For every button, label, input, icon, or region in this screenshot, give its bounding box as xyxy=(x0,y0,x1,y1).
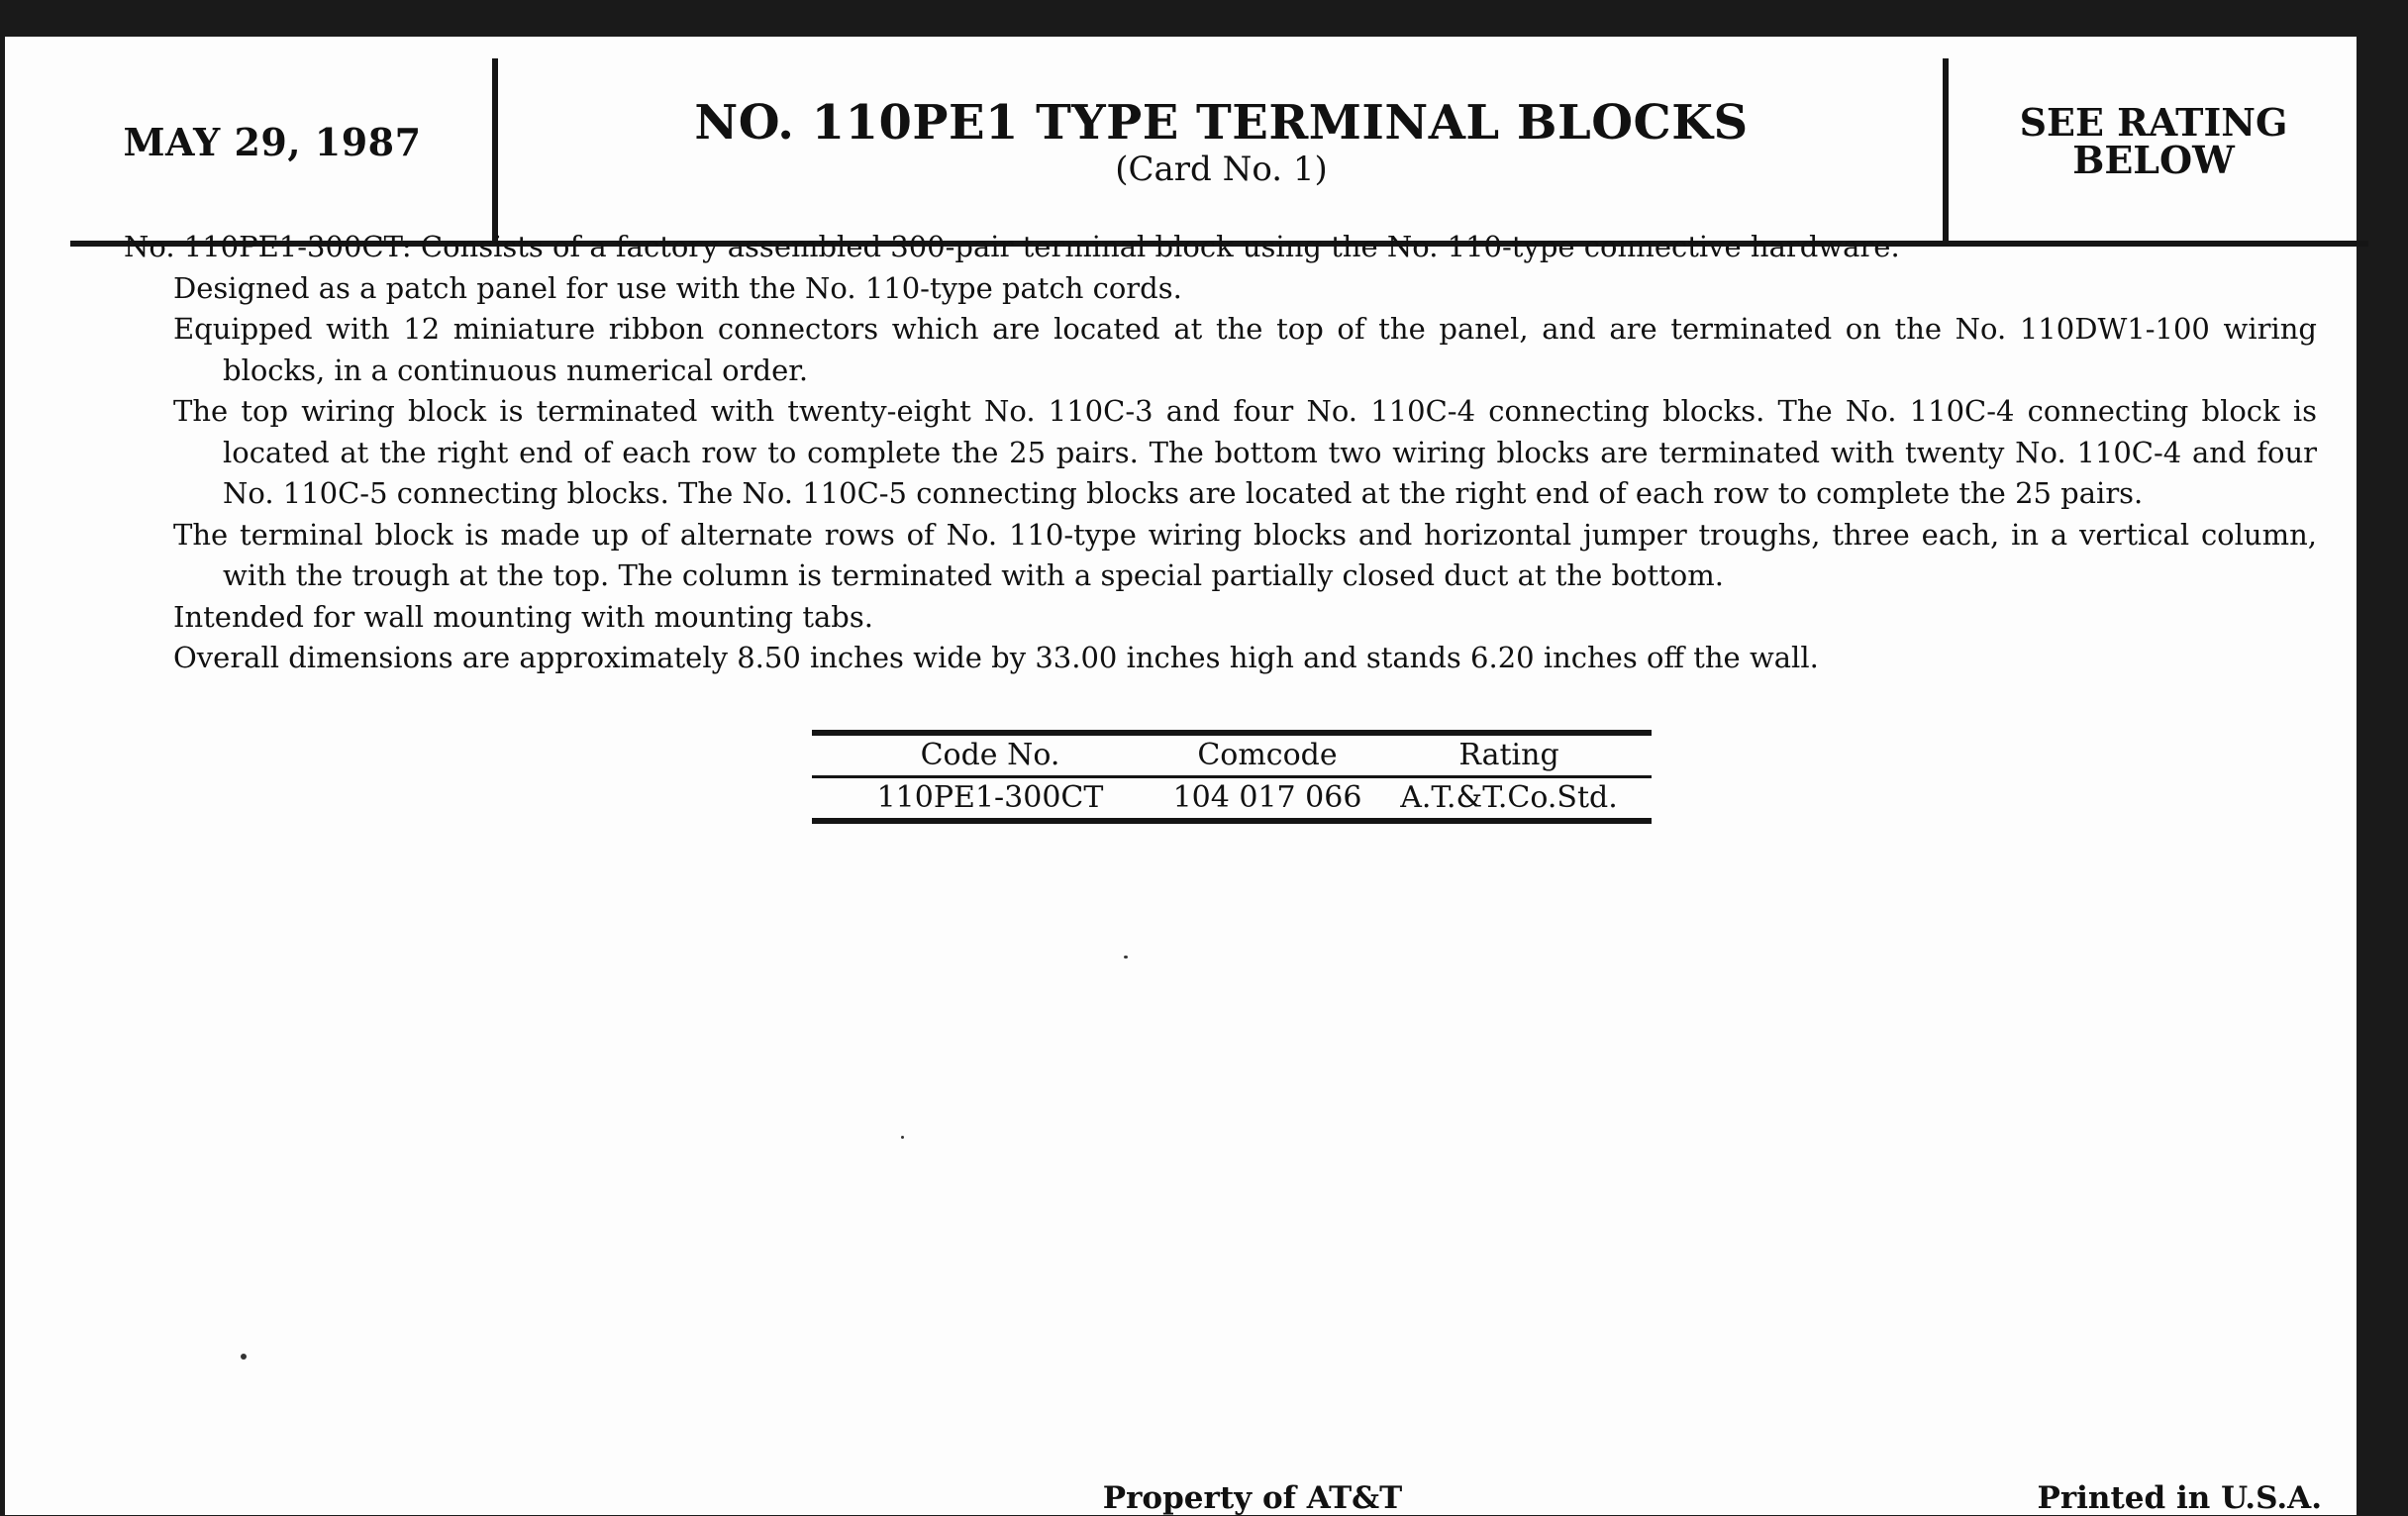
paragraph: Overall dimensions are approximately 8.50 inches wide by 33.00 inches high and stands 6.20 inches off the wall. xyxy=(173,641,1819,674)
column-header-comcode: Comcode xyxy=(1197,738,1338,772)
header-divider-right xyxy=(1943,58,1949,245)
rating-note-line2: BELOW xyxy=(2072,138,2235,182)
scan-speck xyxy=(241,1354,247,1360)
card-number: (Card No. 1) xyxy=(1115,150,1328,189)
scan-speck xyxy=(901,1136,904,1139)
table-bottom-rule xyxy=(812,818,1652,824)
cell-rating: A.T.&T.Co.Std. xyxy=(1400,780,1618,815)
page-title: NO. 110PE1 TYPE TERMINAL BLOCKS xyxy=(694,95,1749,151)
rating-note-line1: SEE RATING xyxy=(2019,100,2288,145)
column-header-rating: Rating xyxy=(1458,738,1559,772)
scan-edge xyxy=(2357,37,2408,1515)
footer-printed: Printed in U.S.A. xyxy=(2037,1480,2322,1516)
paragraph: Designed as a patch panel for use with the No. 110-type patch cords. xyxy=(173,270,1182,305)
paragraph: The terminal block is made up of alternate rows of No. 110-type wiring blocks and horizontal jumper troughs, three each, in a vertical column, with the trough at the top. The column is terminated with a special partially closed duct at the bottom. xyxy=(173,517,2317,592)
table-header-row xyxy=(812,736,1652,775)
paragraph: Equipped with 12 miniature ribbon connectors which are located at the top of the panel, and are terminated on the No. 110DW1-100 wiring blocks, in a continuous numerical order. xyxy=(173,312,2317,387)
header-title-block xyxy=(500,96,1943,189)
description-body xyxy=(124,227,2317,679)
header-date: MAY 29, 1987 xyxy=(123,120,422,164)
footer-property: Property of AT&T xyxy=(1102,1480,1403,1516)
header-rating-note xyxy=(1956,100,2352,182)
table-row xyxy=(812,778,1652,818)
catalog-card xyxy=(5,37,2357,1515)
scan-speck xyxy=(1124,956,1128,959)
paragraph: The top wiring block is terminated with twenty-eight No. 110C-3 and four No. 110C-4 connecting blocks. The No. 110C-4 connecting block is located at the right end of each row to complete the 25 pairs. The bottom two wiring blocks are terminated with twenty No. 110C-4 and four No. 110C-5 connecting blocks. The No. 110C-5 connecting blocks are located at the right end of each row to complete the 25 pairs. xyxy=(173,394,2317,510)
code-table xyxy=(812,730,1652,824)
header-divider-left xyxy=(492,58,498,245)
cell-comcode: 104 017 066 xyxy=(1172,780,1362,815)
paragraph: Intended for wall mounting with mounting tabs. xyxy=(173,599,873,634)
column-header-code: Code No. xyxy=(920,738,1060,772)
lead-paragraph: No. 110PE1-300CT: Consists of a factory assembled 300-pair terminal block using the No. 110-type connective hardware. xyxy=(124,230,1900,263)
cell-code: 110PE1-300CT xyxy=(876,780,1104,815)
